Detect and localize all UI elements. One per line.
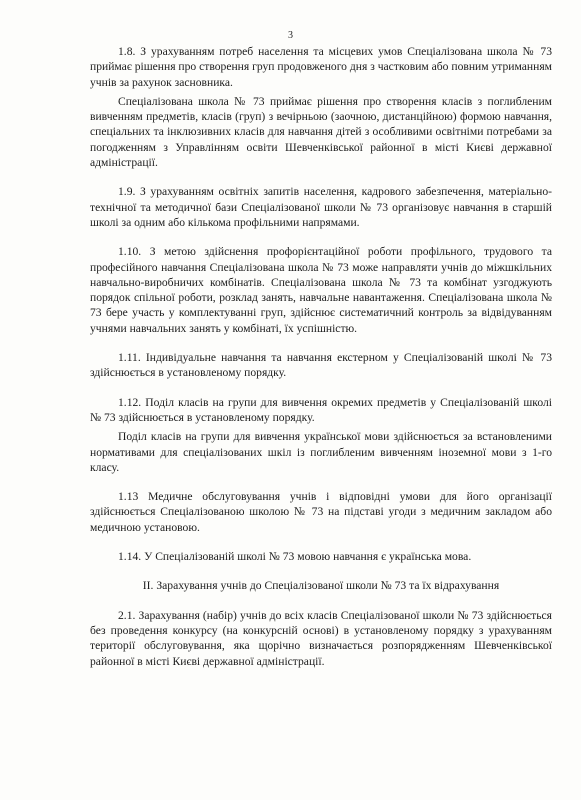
section-heading-2: ІІ. Зарахування учнів до Спеціалізованої школи № 73 та їх відрахування	[142, 579, 500, 593]
paragraph-1-13: 1.13 Медичне обслуговування учнів і відповідні умови для його організації здійснюється Спеціалізованою школою № 73 на підставі угоди з медичним закладом або медичною установою.	[90, 490, 552, 534]
paragraph-1-12: 1.12. Поділ класів на групи для вивчення окремих предметів у Спеціалізованій школі № 73 здійснюється в установленому порядку.	[90, 395, 552, 424]
paragraph-1-9: 1.9. З урахуванням освітніх запитів населення, кадрового забезпечення, матеріально-технічної та методичної бази Спеціалізованої школи № 73 організовує навчання в старшій школі за одним або кількома профільними напрямами.	[90, 185, 552, 229]
paragraph-1-11: 1.11. Індивідуальне навчання та навчання екстерном у Спеціалізованій школі № 73 здійснюється в установленому порядку.	[90, 351, 552, 380]
page-number: 3	[288, 30, 293, 41]
paragraph-1-10: 1.10. З метою здійснення профорієнтаційної роботи профільного, трудового та професійного навчання Спеціалізована школа № 73 може направляти учнів до міжшкільних навчально-виробничих комбінатів. Спеціалізована школа № 73 та комбінат узгоджують порядок спільної роботи, розклад занять, навчальне навантаження. Спеціалізована школа № 73 бере участь у комплектуванні груп, здійснює систематичний контроль за відвідуванням учнями навчальних занять у комбінаті, їх успішністю.	[90, 245, 552, 335]
document-body	[90, 44, 552, 669]
paragraph-1-14: 1.14. У Спеціалізованій школі № 73 мовою навчання є українська мова.	[118, 550, 472, 564]
paragraph-2-1: 2.1. Зарахування (набір) учнів до всіх класів Спеціалізованої школи № 73 здійснюється без проведення конкурсу (на конкурсній основі) в установленому порядку з урахуванням території обслуговування, яка щорічно визначається розпорядженням Шевченківської районної в місті Києві державної адміністрації.	[90, 608, 552, 668]
paragraph-1-12-continued: Поділ класів на групи для вивчення української мови здійснюється за встановленими нормативами для спеціалізованих шкіл із поглибленим вивченням іноземної мови з 1-го класу.	[90, 430, 552, 474]
paragraph-1-8: 1.8. З урахуванням потреб населення та місцевих умов Спеціалізована школа № 73 приймає рішення про створення груп продовженого дня з частковим або повним утриманням учнів за рахунок засновника.	[90, 45, 552, 89]
paragraph-1-8-continued: Спеціалізована школа № 73 приймає рішення про створення класів з поглибленим вивченням предметів, класів (груп) з вечірньою (заочною, дистанційною) формою навчання, спеціальних та інклюзивних класів для навчання дітей з особливими освітніми потребами за погодженням з Управлінням освіти Шевченківської районної в місті Києві державної адміністрації.	[90, 94, 552, 170]
